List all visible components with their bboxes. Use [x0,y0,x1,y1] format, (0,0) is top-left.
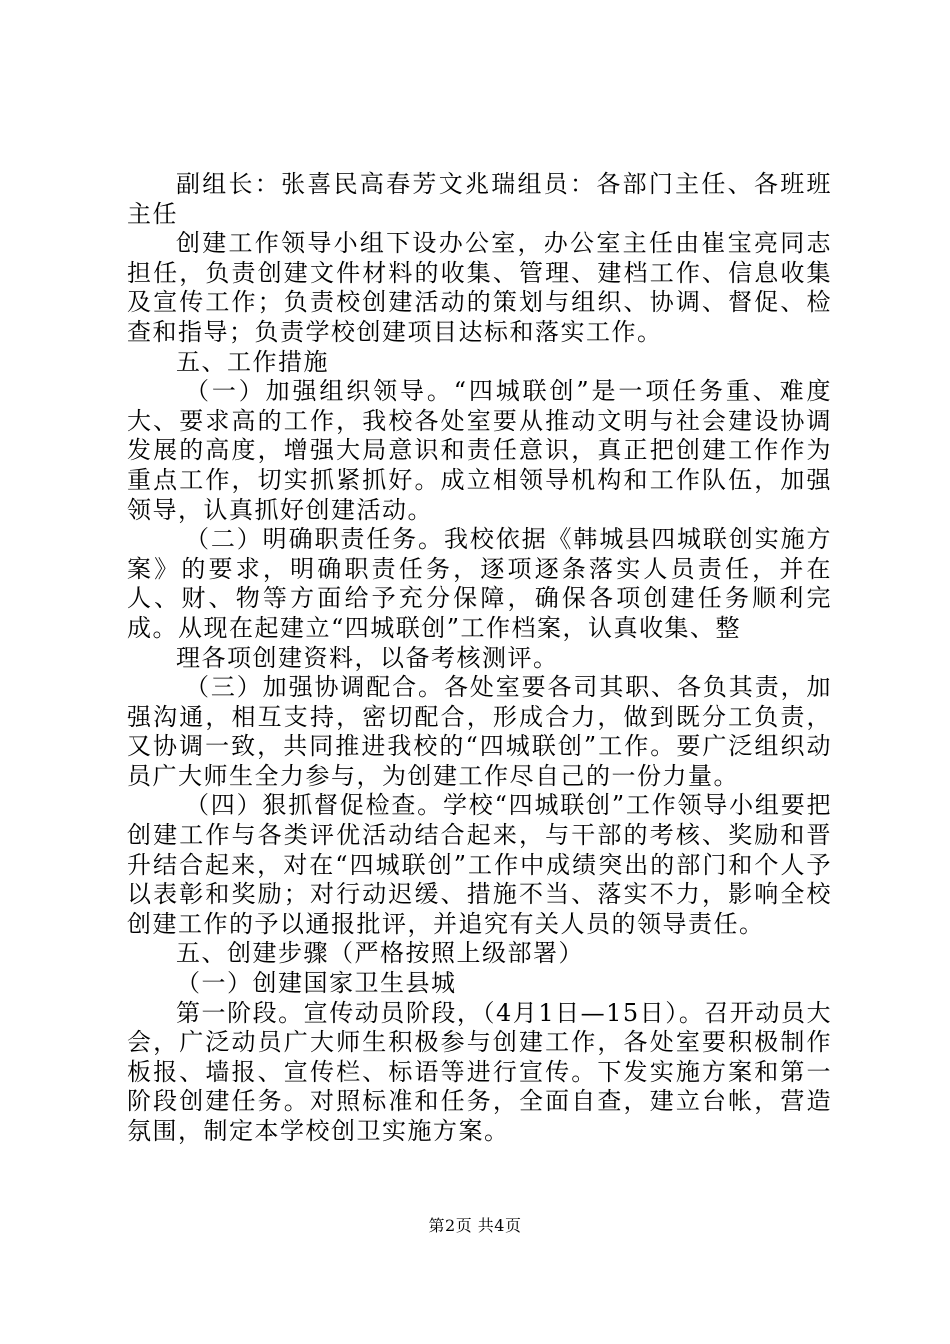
paragraph-stage-1: 第一阶段。宣传动员阶段，（4月1日—15日）。召开动员大会，广泛动员广大师生积极参与创建工作，各处室要积极制作板报、墙报、宣传栏、标语等进行宣传。下发实施方案和第一阶段创建任务。对照标准和任务，全面自查，建立台帐，营造氛围，制定本学校创卫实施方案。 [127,998,832,1145]
paragraph-measure-1: （一）加强组织领导。“四城联创”是一项任务重、难度大、要求高的工作，我校各处室要从推动文明与社会建设协调发展的高度，增强大局意识和责任意识，真正把创建工作作为重点工作，切实抓紧抓好。成立相领导机构和工作队伍，加强领导，认真抓好创建活动。 [127,377,832,524]
paragraph-measure-3: （三）加强协调配合。各处室要各司其职、各负其责，加强沟通，相互支持，密切配合，形成合力，做到既分工负责，又协调一致，共同推进我校的“四城联创”工作。要广泛组织动员广大师生全力参与，为创建工作尽自己的一份力量。 [127,673,832,790]
heading-work-measures: 五、工作措施 [176,347,329,376]
paragraph-measure-4: （四）狠抓督促检查。学校“四城联创”工作领导小组要把创建工作与各类评优活动结合起来，与干部的考核、奖励和晋升结合起来，对在“四城联创”工作中成绩突出的部门和个人予以表彰和奖励；对行动迟缓、措施不当、落实不力，影响全校创建工作的予以通报批评，并追究有关人员的领导责任。 [127,791,832,938]
paragraph-measure-2: （二）明确职责任务。我校依据《韩城县四城联创实施方案》的要求，明确职责任务，逐项逐条落实人员责任，并在人、财、物等方面给予充分保障，确保各项创建任务顺利完成。从现在起建立“四城联创”工作档案，认真收集、整 [127,525,832,642]
document-body [127,170,832,1147]
paragraph-office-setup: 创建工作领导小组下设办公室，办公室主任由崔宝亮同志担任，负责创建文件材料的收集、管理、建档工作、信息收集及宣传工作；负责校创建活动的策划与组织、协调、督促、检查和指导；负责学校创建项目达标和落实工作。 [127,229,832,346]
subheading-national-health-county: （一）创建国家卫生县城 [176,969,457,998]
heading-creation-steps: 五、创建步骤（严格按照上级部署） [176,939,584,968]
paragraph-measure-2-continued: 理各项创建资料，以备考核测评。 [176,643,559,672]
paragraph-deputy-leaders: 副组长：张喜民高春芳文兆瑞组员：各部门主任、各班班主任 [127,170,832,228]
page-number-footer: 第2页 共4页 [428,1216,522,1235]
